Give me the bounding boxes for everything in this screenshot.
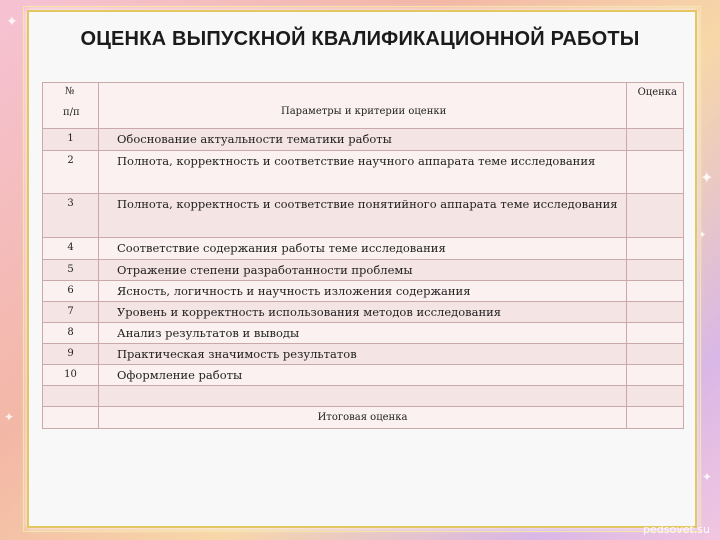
- score-cell[interactable]: [627, 194, 684, 238]
- table-header-row: [43, 83, 684, 129]
- score-cell[interactable]: [627, 386, 684, 407]
- sparkle-icon: ✦: [702, 470, 713, 484]
- row-criterion: Анализ результатов и выводы: [99, 323, 627, 344]
- table-row: [43, 323, 684, 344]
- row-number: 6: [43, 281, 99, 302]
- score-cell[interactable]: [627, 344, 684, 365]
- row-number: 9: [43, 344, 99, 365]
- row-criterion: Полнота, корректность и соответствие научного аппарата теме исследования: [99, 151, 627, 194]
- score-cell[interactable]: [627, 129, 684, 151]
- empty-cell: [43, 407, 99, 429]
- score-cell[interactable]: [627, 238, 684, 260]
- table-row: [43, 302, 684, 323]
- row-criterion: Обоснование актуальности тематики работы: [99, 129, 627, 151]
- row-number: 8: [43, 323, 99, 344]
- score-cell[interactable]: [627, 323, 684, 344]
- row-number: 5: [43, 260, 99, 281]
- table-row: [43, 238, 684, 260]
- row-number: 3: [43, 194, 99, 238]
- score-cell[interactable]: [627, 151, 684, 194]
- page-title: ОЦЕНКА ВЫПУСКНОЙ КВАЛИФИКАЦИОННОЙ РАБОТЫ: [80, 28, 640, 50]
- watermark: pedsovet.su: [643, 523, 710, 536]
- row-criterion: Соответствие содержания работы теме исследования: [99, 238, 627, 260]
- header-score: Оценка: [637, 87, 677, 98]
- row-criterion: Ясность, логичность и научность изложения содержания: [99, 281, 627, 302]
- row-number: 1: [43, 129, 99, 151]
- row-criterion: Отражение степени разработанности проблемы: [99, 260, 627, 281]
- header-params: Параметры и критерии оценки: [281, 106, 447, 117]
- table-row: [43, 344, 684, 365]
- row-criterion: Оформление работы: [99, 365, 627, 386]
- row-number: 4: [43, 238, 99, 260]
- total-score-cell[interactable]: [627, 407, 684, 429]
- sparkle-icon: ✦: [700, 168, 714, 187]
- score-cell[interactable]: [627, 365, 684, 386]
- evaluation-table: [42, 82, 684, 429]
- row-criterion: Практическая значимость результатов: [99, 344, 627, 365]
- header-params-cell: [99, 83, 627, 129]
- score-cell[interactable]: [627, 281, 684, 302]
- row-number: 10: [43, 365, 99, 386]
- table-row: [43, 129, 684, 151]
- table-row: [43, 281, 684, 302]
- header-num-cell: [43, 83, 99, 129]
- total-row: [43, 407, 684, 429]
- table-row: [43, 194, 684, 238]
- row-criterion: Уровень и корректность использования методов исследования: [99, 302, 627, 323]
- row-criterion: Полнота, корректность и соответствие понятийного аппарата теме исследования: [99, 194, 627, 238]
- total-label: Итоговая оценка: [99, 407, 627, 429]
- sparkle-icon: ✦: [698, 230, 707, 241]
- header-num-bottom: п/п: [63, 107, 80, 118]
- row-number: 2: [43, 151, 99, 194]
- empty-cell: [99, 386, 627, 407]
- table-row: [43, 151, 684, 194]
- sparkle-icon: ✦: [6, 14, 18, 30]
- table-row: [43, 260, 684, 281]
- empty-cell: [43, 386, 99, 407]
- table-row-empty: [43, 386, 684, 407]
- row-number: 7: [43, 302, 99, 323]
- header-score-cell: [627, 83, 684, 129]
- score-cell[interactable]: [627, 302, 684, 323]
- header-num-top: №: [65, 86, 75, 97]
- score-cell[interactable]: [627, 260, 684, 281]
- sparkle-icon: ✦: [4, 410, 15, 424]
- table-row: [43, 365, 684, 386]
